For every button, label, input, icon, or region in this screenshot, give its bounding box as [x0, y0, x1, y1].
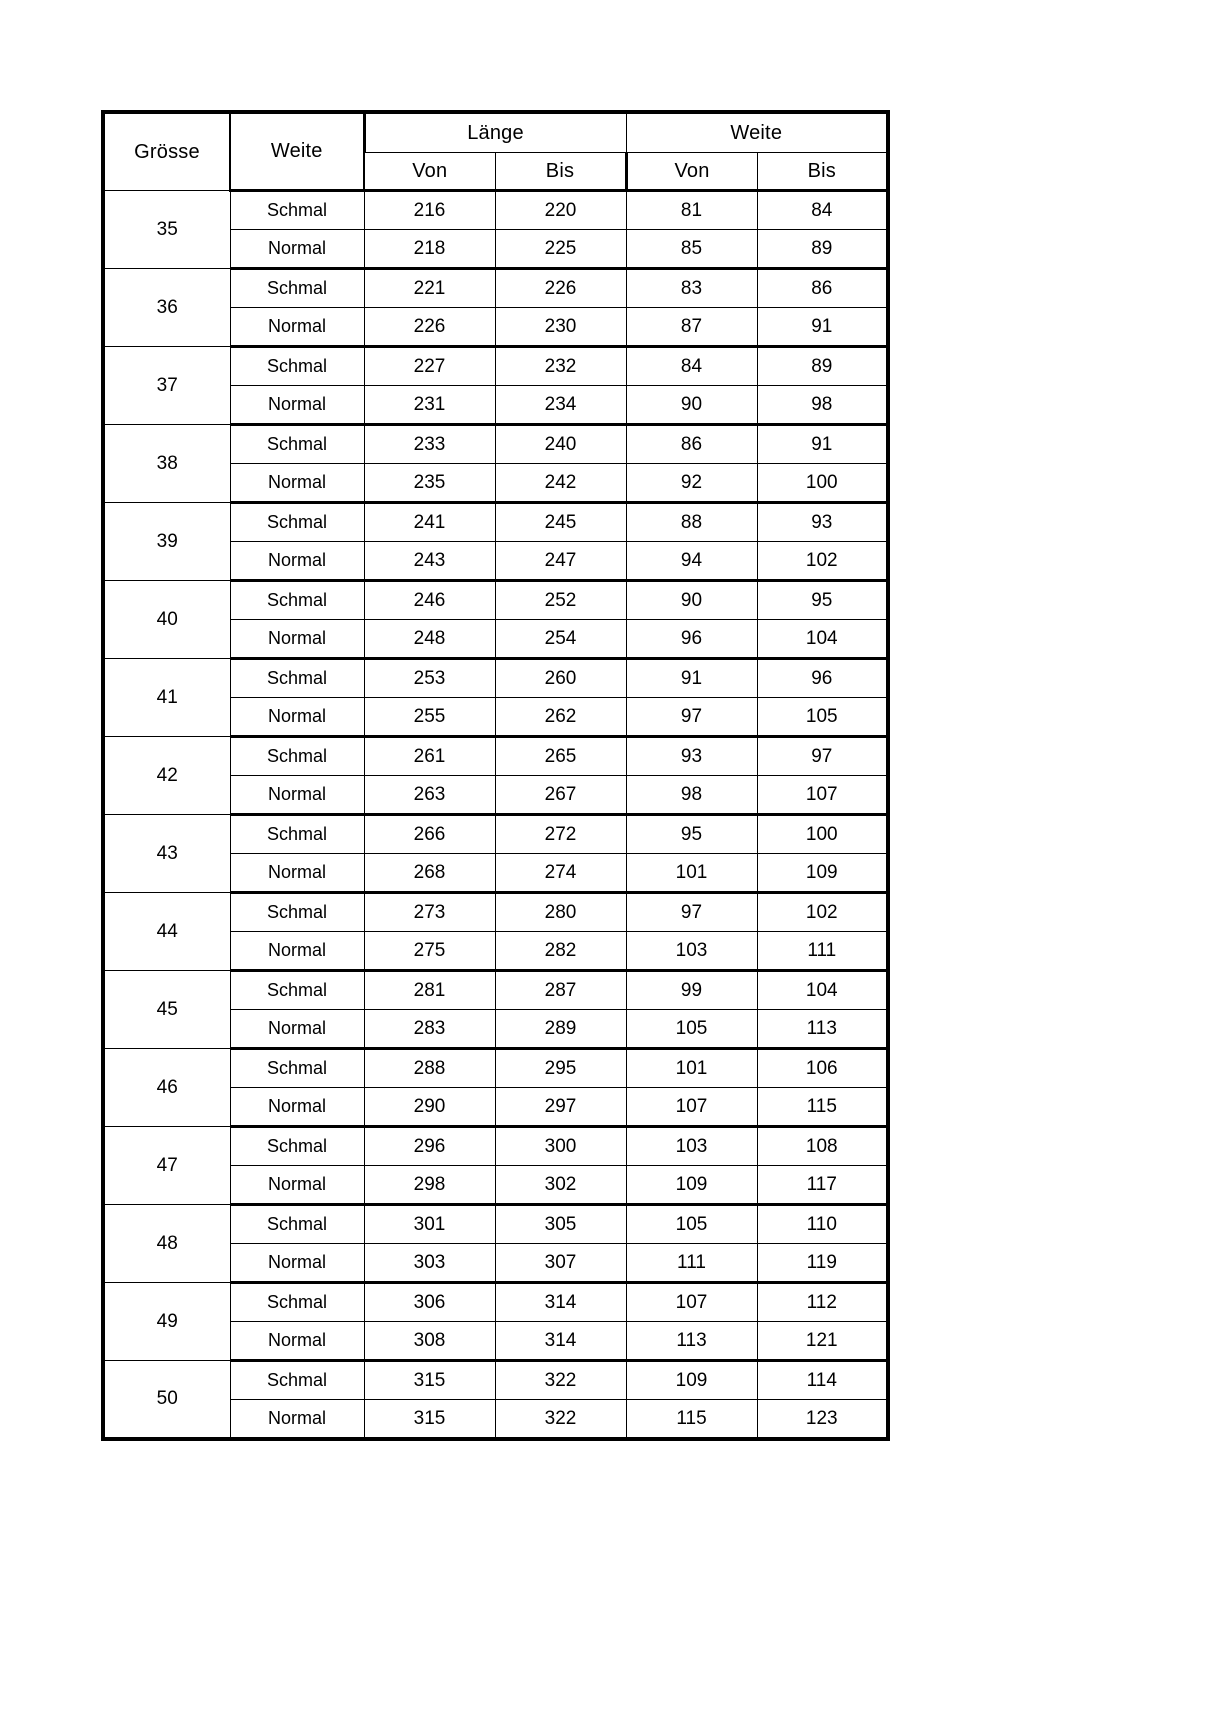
table-row: [103, 1361, 888, 1400]
cell-laenge-bis: 234: [495, 386, 626, 425]
cell-laenge-bis: 226: [495, 269, 626, 308]
cell-weite-bis: 100: [757, 464, 888, 503]
cell-weite-bis: 109: [757, 854, 888, 893]
cell-weite-label: Schmal: [230, 503, 364, 542]
cell-weite-bis: 102: [757, 893, 888, 932]
cell-weite-bis: 89: [757, 230, 888, 269]
cell-laenge-bis: 242: [495, 464, 626, 503]
cell-weite-von: 90: [626, 386, 757, 425]
table-row: [103, 1127, 888, 1166]
cell-weite-label: Schmal: [230, 659, 364, 698]
cell-weite-label: Normal: [230, 308, 364, 347]
cell-laenge-bis: 262: [495, 698, 626, 737]
cell-weite-bis: 115: [757, 1088, 888, 1127]
cell-laenge-bis: 289: [495, 1010, 626, 1049]
cell-laenge-von: 301: [364, 1205, 495, 1244]
cell-laenge-von: 266: [364, 815, 495, 854]
cell-weite-label: Normal: [230, 464, 364, 503]
cell-weite-bis: 93: [757, 503, 888, 542]
cell-weite-von: 115: [626, 1400, 757, 1440]
header-laenge-bis: Bis: [495, 153, 626, 191]
cell-weite-von: 90: [626, 581, 757, 620]
cell-laenge-bis: 272: [495, 815, 626, 854]
cell-weite-von: 87: [626, 308, 757, 347]
cell-laenge-bis: 245: [495, 503, 626, 542]
cell-laenge-von: 218: [364, 230, 495, 269]
cell-laenge-von: 241: [364, 503, 495, 542]
cell-weite-label: Schmal: [230, 347, 364, 386]
shoe-size-table: [101, 110, 890, 1441]
cell-laenge-bis: 220: [495, 191, 626, 230]
cell-weite-label: Normal: [230, 776, 364, 815]
cell-weite-von: 83: [626, 269, 757, 308]
cell-weite-von: 109: [626, 1166, 757, 1205]
cell-laenge-von: 243: [364, 542, 495, 581]
cell-laenge-von: 235: [364, 464, 495, 503]
table-row: [103, 971, 888, 1010]
cell-laenge-von: 216: [364, 191, 495, 230]
cell-laenge-bis: 240: [495, 425, 626, 464]
cell-weite-label: Normal: [230, 698, 364, 737]
cell-weite-bis: 96: [757, 659, 888, 698]
cell-laenge-bis: 280: [495, 893, 626, 932]
cell-laenge-von: 288: [364, 1049, 495, 1088]
header-group-weite: Weite: [626, 112, 888, 153]
cell-weite-von: 113: [626, 1322, 757, 1361]
cell-weite-label: Schmal: [230, 425, 364, 464]
cell-weite-von: 107: [626, 1283, 757, 1322]
cell-laenge-bis: 260: [495, 659, 626, 698]
cell-weite-label: Schmal: [230, 1127, 364, 1166]
cell-weite-von: 109: [626, 1361, 757, 1400]
table-row: [103, 815, 888, 854]
cell-laenge-von: 231: [364, 386, 495, 425]
cell-weite-bis: 121: [757, 1322, 888, 1361]
cell-weite-bis: 113: [757, 1010, 888, 1049]
cell-laenge-von: 298: [364, 1166, 495, 1205]
cell-groesse: 48: [103, 1205, 230, 1283]
cell-weite-label: Normal: [230, 1088, 364, 1127]
cell-weite-bis: 102: [757, 542, 888, 581]
cell-weite-label: Schmal: [230, 191, 364, 230]
cell-weite-label: Schmal: [230, 1283, 364, 1322]
cell-laenge-von: 221: [364, 269, 495, 308]
header-weite-von: Von: [626, 153, 757, 191]
cell-laenge-von: 233: [364, 425, 495, 464]
cell-weite-label: Normal: [230, 386, 364, 425]
cell-weite-label: Schmal: [230, 815, 364, 854]
cell-weite-label: Normal: [230, 542, 364, 581]
cell-laenge-bis: 300: [495, 1127, 626, 1166]
cell-weite-label: Normal: [230, 230, 364, 269]
table-row: [103, 269, 888, 308]
table-header-row-groups: [103, 112, 888, 153]
cell-weite-von: 101: [626, 854, 757, 893]
cell-weite-bis: 117: [757, 1166, 888, 1205]
cell-weite-von: 97: [626, 893, 757, 932]
cell-laenge-von: 315: [364, 1400, 495, 1440]
cell-weite-von: 96: [626, 620, 757, 659]
cell-weite-label: Normal: [230, 1322, 364, 1361]
table-row: [103, 581, 888, 620]
cell-weite-label: Normal: [230, 932, 364, 971]
cell-weite-von: 93: [626, 737, 757, 776]
cell-laenge-bis: 314: [495, 1322, 626, 1361]
cell-weite-bis: 100: [757, 815, 888, 854]
table-row: [103, 737, 888, 776]
cell-laenge-von: 255: [364, 698, 495, 737]
cell-weite-von: 101: [626, 1049, 757, 1088]
cell-groesse: 49: [103, 1283, 230, 1361]
cell-weite-von: 88: [626, 503, 757, 542]
cell-laenge-von: 227: [364, 347, 495, 386]
header-weite: Weite: [230, 112, 364, 191]
cell-weite-bis: 104: [757, 971, 888, 1010]
cell-weite-von: 99: [626, 971, 757, 1010]
cell-laenge-bis: 322: [495, 1400, 626, 1440]
size-chart-container: [101, 110, 886, 1441]
cell-weite-von: 81: [626, 191, 757, 230]
cell-weite-von: 91: [626, 659, 757, 698]
table-row: [103, 1283, 888, 1322]
cell-laenge-bis: 254: [495, 620, 626, 659]
cell-groesse: 44: [103, 893, 230, 971]
cell-weite-bis: 91: [757, 308, 888, 347]
cell-weite-von: 105: [626, 1205, 757, 1244]
table-row: [103, 503, 888, 542]
cell-laenge-von: 246: [364, 581, 495, 620]
cell-groesse: 35: [103, 191, 230, 269]
cell-laenge-bis: 230: [495, 308, 626, 347]
cell-weite-von: 103: [626, 1127, 757, 1166]
cell-weite-von: 86: [626, 425, 757, 464]
cell-weite-label: Normal: [230, 1010, 364, 1049]
cell-laenge-von: 248: [364, 620, 495, 659]
cell-laenge-von: 283: [364, 1010, 495, 1049]
cell-groesse: 38: [103, 425, 230, 503]
cell-laenge-bis: 252: [495, 581, 626, 620]
cell-groesse: 39: [103, 503, 230, 581]
cell-laenge-bis: 314: [495, 1283, 626, 1322]
cell-weite-bis: 86: [757, 269, 888, 308]
cell-weite-von: 107: [626, 1088, 757, 1127]
cell-weite-bis: 104: [757, 620, 888, 659]
cell-weite-von: 95: [626, 815, 757, 854]
cell-weite-bis: 107: [757, 776, 888, 815]
cell-laenge-bis: 232: [495, 347, 626, 386]
cell-weite-label: Schmal: [230, 581, 364, 620]
cell-laenge-bis: 247: [495, 542, 626, 581]
table-row: [103, 191, 888, 230]
cell-laenge-bis: 295: [495, 1049, 626, 1088]
cell-weite-bis: 111: [757, 932, 888, 971]
cell-laenge-von: 253: [364, 659, 495, 698]
cell-laenge-von: 275: [364, 932, 495, 971]
cell-laenge-bis: 307: [495, 1244, 626, 1283]
cell-weite-bis: 89: [757, 347, 888, 386]
cell-groesse: 36: [103, 269, 230, 347]
table-row: [103, 659, 888, 698]
cell-weite-bis: 112: [757, 1283, 888, 1322]
cell-weite-label: Schmal: [230, 893, 364, 932]
cell-weite-bis: 105: [757, 698, 888, 737]
cell-laenge-bis: 297: [495, 1088, 626, 1127]
cell-weite-bis: 84: [757, 191, 888, 230]
cell-weite-bis: 108: [757, 1127, 888, 1166]
cell-weite-bis: 123: [757, 1400, 888, 1440]
cell-weite-von: 97: [626, 698, 757, 737]
cell-weite-von: 92: [626, 464, 757, 503]
cell-weite-label: Normal: [230, 1244, 364, 1283]
cell-laenge-von: 268: [364, 854, 495, 893]
cell-groesse: 37: [103, 347, 230, 425]
cell-weite-label: Schmal: [230, 737, 364, 776]
cell-laenge-von: 281: [364, 971, 495, 1010]
cell-laenge-bis: 274: [495, 854, 626, 893]
table-row: [103, 1049, 888, 1088]
cell-groesse: 41: [103, 659, 230, 737]
cell-weite-von: 98: [626, 776, 757, 815]
cell-weite-von: 94: [626, 542, 757, 581]
cell-groesse: 42: [103, 737, 230, 815]
cell-weite-label: Normal: [230, 620, 364, 659]
cell-laenge-bis: 225: [495, 230, 626, 269]
cell-laenge-von: 303: [364, 1244, 495, 1283]
cell-groesse: 50: [103, 1361, 230, 1440]
cell-weite-von: 111: [626, 1244, 757, 1283]
cell-weite-von: 84: [626, 347, 757, 386]
header-groesse: Grösse: [103, 112, 230, 191]
cell-weite-label: Schmal: [230, 1361, 364, 1400]
cell-weite-bis: 106: [757, 1049, 888, 1088]
cell-groesse: 47: [103, 1127, 230, 1205]
cell-weite-bis: 91: [757, 425, 888, 464]
cell-weite-label: Schmal: [230, 269, 364, 308]
cell-weite-von: 85: [626, 230, 757, 269]
cell-weite-bis: 110: [757, 1205, 888, 1244]
cell-weite-label: Schmal: [230, 971, 364, 1010]
cell-laenge-bis: 267: [495, 776, 626, 815]
table-row: [103, 1205, 888, 1244]
cell-weite-label: Normal: [230, 854, 364, 893]
cell-weite-von: 103: [626, 932, 757, 971]
table-row: [103, 425, 888, 464]
cell-laenge-von: 306: [364, 1283, 495, 1322]
cell-weite-label: Schmal: [230, 1205, 364, 1244]
cell-laenge-bis: 287: [495, 971, 626, 1010]
header-group-laenge: Länge: [364, 112, 626, 153]
cell-laenge-von: 290: [364, 1088, 495, 1127]
cell-weite-von: 105: [626, 1010, 757, 1049]
cell-laenge-bis: 305: [495, 1205, 626, 1244]
cell-laenge-von: 308: [364, 1322, 495, 1361]
cell-laenge-von: 263: [364, 776, 495, 815]
cell-laenge-bis: 282: [495, 932, 626, 971]
header-weite-bis: Bis: [757, 153, 888, 191]
cell-laenge-bis: 265: [495, 737, 626, 776]
cell-weite-bis: 114: [757, 1361, 888, 1400]
cell-laenge-von: 273: [364, 893, 495, 932]
cell-weite-bis: 119: [757, 1244, 888, 1283]
cell-groesse: 40: [103, 581, 230, 659]
cell-laenge-von: 315: [364, 1361, 495, 1400]
cell-weite-label: Normal: [230, 1400, 364, 1440]
cell-laenge-bis: 322: [495, 1361, 626, 1400]
cell-laenge-von: 296: [364, 1127, 495, 1166]
cell-weite-bis: 97: [757, 737, 888, 776]
table-row: [103, 893, 888, 932]
cell-weite-label: Normal: [230, 1166, 364, 1205]
cell-laenge-von: 261: [364, 737, 495, 776]
cell-laenge-von: 226: [364, 308, 495, 347]
cell-groesse: 45: [103, 971, 230, 1049]
cell-weite-label: Schmal: [230, 1049, 364, 1088]
cell-weite-bis: 95: [757, 581, 888, 620]
cell-groesse: 46: [103, 1049, 230, 1127]
cell-groesse: 43: [103, 815, 230, 893]
header-laenge-von: Von: [364, 153, 495, 191]
table-row: [103, 347, 888, 386]
cell-weite-bis: 98: [757, 386, 888, 425]
cell-laenge-bis: 302: [495, 1166, 626, 1205]
